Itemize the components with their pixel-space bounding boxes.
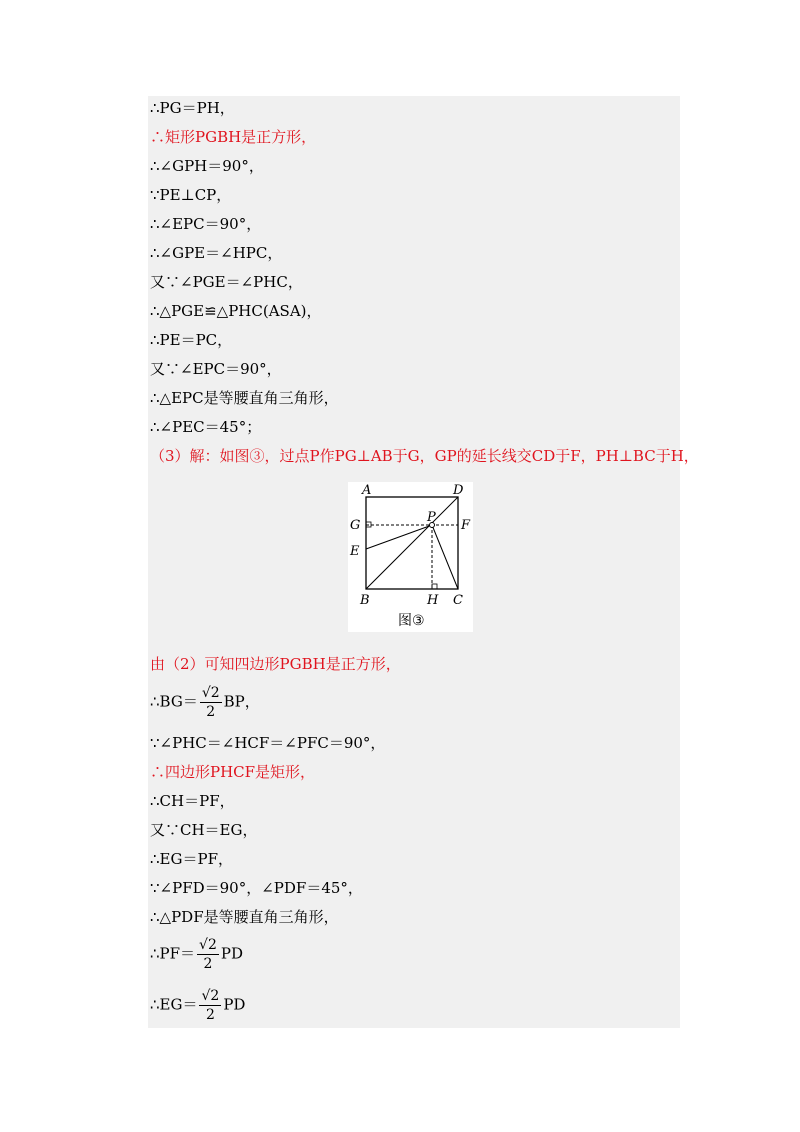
- geometry-figure: [348, 482, 473, 632]
- figure-caption: 图③: [398, 613, 425, 629]
- line-8: ∴△PGE≌△PHC(ASA)，: [150, 302, 322, 320]
- line-14: 由（2）可知四边形PGBH是正方形，: [150, 655, 401, 673]
- line-15: ∴BG＝ $\frac{√2}{2}$ BP，: [150, 685, 260, 720]
- line-1: ∴PG＝PH，: [150, 99, 235, 117]
- fraction: $\frac{√2}{2}$: [199, 937, 217, 972]
- line-16: ∵∠PHC＝∠HCF＝∠PFC＝90°，: [150, 734, 386, 752]
- line-pc: [432, 525, 458, 589]
- line-6: ∴∠GPE＝∠HPC，: [150, 244, 283, 262]
- fraction: $\frac{√2}{2}$: [201, 988, 220, 1023]
- line-2: ∴矩形PGBH是正方形，: [150, 128, 317, 146]
- line-18: ∴CH＝PF，: [150, 792, 235, 810]
- line-5: ∴∠EPC＝90°，: [150, 215, 262, 233]
- diagonal-bd: [366, 497, 458, 589]
- line-21: ∵∠PFD＝90°，∠PDF＝45°，: [150, 879, 363, 897]
- label-c: C: [453, 593, 463, 608]
- line-23: ∴PF＝ $\frac{√2}{2}$ PD: [150, 937, 243, 972]
- line-13: （3）解：如图③，过点P作PG⊥AB于G，GP的延长线交CD于F，PH⊥BC于H，: [150, 447, 699, 465]
- line-24: ∴EG＝ $\frac{√2}{2}$ PD: [150, 988, 246, 1023]
- label-h: H: [427, 593, 439, 608]
- label-b: B: [360, 593, 370, 608]
- label-a: A: [362, 483, 372, 498]
- figure-svg: [348, 482, 473, 632]
- line-10: 又∵∠EPC＝90°，: [150, 360, 282, 378]
- line-12: ∴∠PEC＝45°；: [150, 418, 262, 436]
- line-3: ∴∠GPH＝90°，: [150, 157, 264, 175]
- label-f: F: [461, 518, 471, 533]
- line-7: 又∵∠PGE＝∠PHC，: [150, 273, 303, 291]
- line-11: ∴△EPC是等腰直角三角形，: [150, 389, 339, 407]
- right-angle-h: [432, 584, 437, 589]
- line-20: ∴EG＝PF，: [150, 850, 233, 868]
- line-9: ∴PE＝PC，: [150, 331, 233, 349]
- label-e: E: [350, 544, 360, 559]
- line-22: ∴△PDF是等腰直角三角形，: [150, 908, 339, 926]
- line-19: 又∵CH＝EG，: [150, 821, 258, 839]
- label-p: P: [427, 510, 436, 525]
- fraction: $\frac{√2}{2}$: [201, 685, 220, 720]
- line-17: ∴四边形PHCF是矩形，: [150, 763, 316, 781]
- line-4: ∵PE⊥CP，: [150, 186, 232, 204]
- label-g: G: [350, 518, 361, 533]
- label-d: D: [453, 483, 464, 498]
- line-ep: [366, 525, 432, 549]
